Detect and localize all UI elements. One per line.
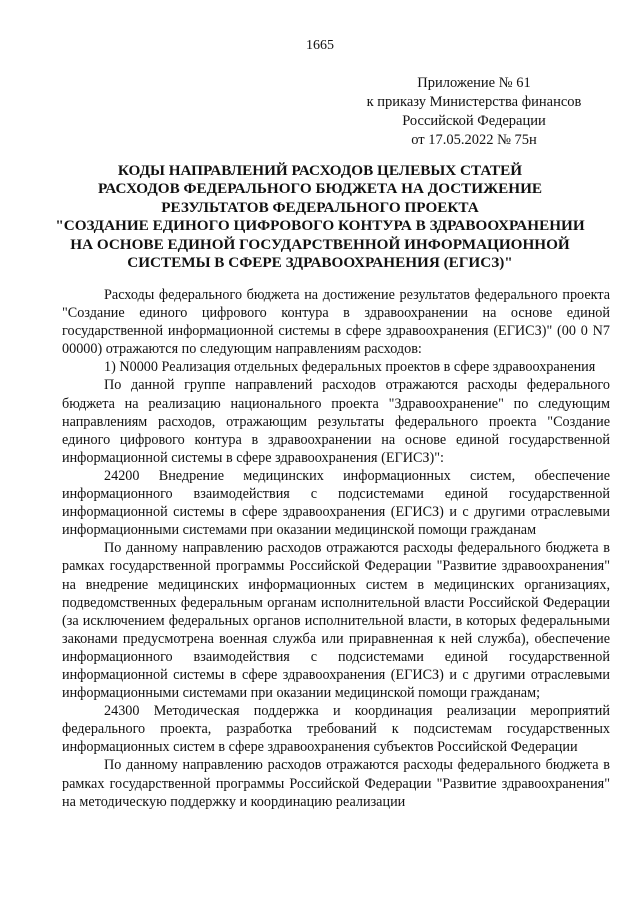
paragraph-group-description: По данной группе направлений расходов отражаются расходы федерального бюджета на реализацию национального проекта "Здравоохранение" по следующим направлениям расходов, отражающим результаты федерального проекта "Создание единого цифрового контура в здравоохранении на основе единой государственной информационной системы в сфере здравоохранения (ЕГИСЗ)":: [62, 377, 610, 466]
appendix-country: Российской Федерации: [402, 113, 546, 129]
title-line-1: КОДЫ НАПРАВЛЕНИЙ РАСХОДОВ ЦЕЛЕВЫХ СТАТЕЙ: [117, 162, 523, 179]
page-number: 1665: [306, 38, 334, 53]
paragraph-item-n0000: 1) N0000 Реализация отдельных федеральных проектов в сфере здравоохранения: [104, 359, 596, 376]
title-line-6: СИСТЕМЫ В СФЕРЕ ЗДРАВООХРАНЕНИЯ (ЕГИСЗ)": [127, 254, 513, 272]
paragraph-intro: Расходы федерального бюджета на достижение результатов федерального проекта "Создание единого цифрового контура в здравоохранении на основе единой государственной информационной системы в сфере здравоохранения (ЕГИСЗ)" (00 0 N7 00000) отражаются по следующим направлениям расходов:: [62, 287, 610, 358]
appendix-date: от 17.05.2022 № 75н: [411, 132, 537, 148]
paragraph-24200-description: По данному направлению расходов отражаются расходы федерального бюджета в рамках государственной программы Российской Федерации "Развитие здравоохранения" на внедрение медицинских информационных систем в медицинских организациях, подведомственных федеральным органам исполнительной власти Российской Федерации (за исключением федеральных органов исполнительной власти, в которых федеральными законами предусмотрена военная служба или приравненная к ней служба), обеспечение информационного взаимодействия с подсистемами единой государственной информационной системы в сфере здравоохранения (ЕГИСЗ) и с другими отраслевыми информационными системами при оказании медицинской помощи гражданам;: [62, 540, 610, 702]
paragraph-code-24300: 24300 Методическая поддержка и координация реализации мероприятий федерального проекта, разработка требований к подсистемам государственных информационных систем в сфере здравоохранения субъектов Российской Федерации: [62, 703, 610, 756]
appendix-number: Приложение № 61: [417, 75, 531, 91]
paragraph-24300-description: По данному направлению расходов отражаются расходы федерального бюджета в рамках государственной программы Российской Федерации "Развитие здравоохранения" на методическую поддержку и координацию реализации: [62, 757, 610, 810]
title-line-4: "СОЗДАНИЕ ЕДИНОГО ЦИФРОВОГО КОНТУРА В ЗДРАВООХРАНЕНИИ: [55, 217, 585, 235]
appendix-order: к приказу Министерства финансов: [366, 94, 582, 110]
document-body: [62, 286, 610, 811]
title-line-2: РАСХОДОВ ФЕДЕРАЛЬНОГО БЮДЖЕТА НА ДОСТИЖЕНИЕ: [97, 180, 543, 198]
title-line-3: РЕЗУЛЬТАТОВ ФЕДЕРАЛЬНОГО ПРОЕКТА: [161, 198, 479, 216]
document-title: [40, 162, 600, 272]
title-line-5: НА ОСНОВЕ ЕДИНОЙ ГОСУДАРСТВЕННОЙ ИНФОРМАЦИОННОЙ: [70, 235, 570, 253]
paragraph-code-24200: 24200 Внедрение медицинских информационных систем, обеспечение информационного взаимодействия с подсистемами единой государственной информационной системы в сфере здравоохранения (ЕГИСЗ) и с другими отраслевыми информационными системами при оказании медицинской помощи гражданам: [62, 467, 610, 539]
appendix-block: [330, 74, 618, 150]
